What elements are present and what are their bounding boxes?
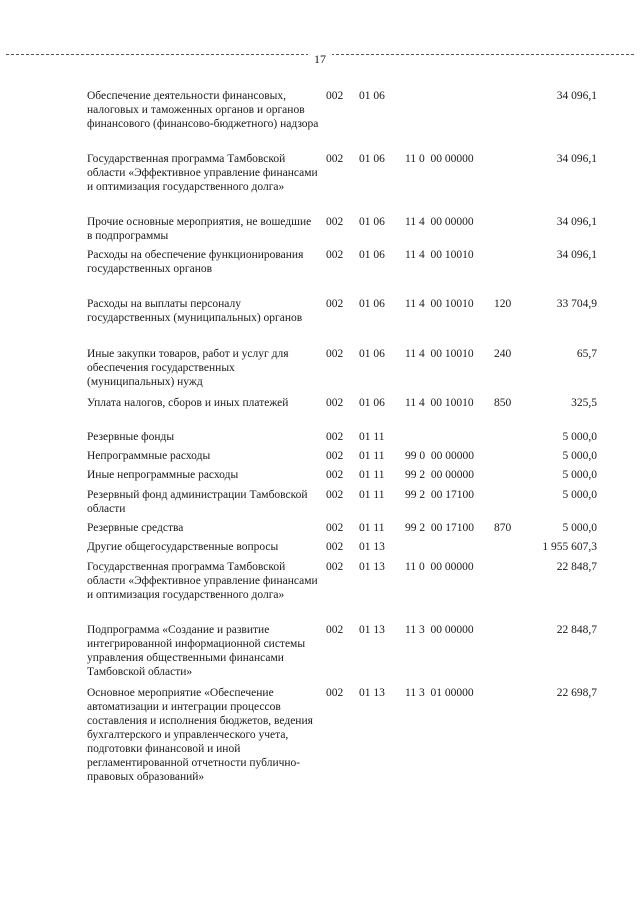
row-amount: 5 000,0: [562, 450, 597, 462]
row-amount: 1 955 607,3: [542, 541, 597, 553]
row-amount: 5 000,0: [562, 431, 597, 443]
row-dept: 002: [326, 298, 344, 310]
row-amount: 34 096,1: [556, 216, 597, 228]
page-number: 17: [0, 52, 640, 66]
row-dept: 002: [326, 153, 344, 165]
row-amount: 5 000,0: [562, 469, 597, 481]
row-csr: 11 3 00 00000: [405, 624, 474, 636]
row-dept: 002: [326, 216, 344, 228]
row-amount: 22 848,7: [556, 561, 597, 573]
row-amount: 34 096,1: [556, 153, 597, 165]
row-section: 01 11: [359, 431, 385, 443]
row-amount: 34 096,1: [556, 249, 597, 261]
row-section: 01 11: [359, 450, 385, 462]
row-csr: 11 4 00 10010: [405, 348, 474, 360]
row-dept: 002: [326, 397, 344, 409]
row-amount: 22 698,7: [556, 687, 597, 699]
row-dept: 002: [326, 348, 344, 360]
row-vr: 850: [494, 397, 512, 409]
row-dept: 002: [326, 249, 344, 261]
row-amount: 325,5: [571, 397, 597, 409]
row-section: 01 06: [359, 216, 385, 228]
row-dept: 002: [326, 469, 344, 481]
row-csr: 11 3 01 00000: [405, 687, 474, 699]
row-dept: 002: [326, 541, 344, 553]
row-vr: 240: [494, 348, 512, 360]
row-csr: 99 0 00 00000: [405, 450, 474, 462]
row-name: Иные непрограммные расходы: [87, 469, 239, 481]
row-csr: 11 4 00 00000: [405, 216, 474, 228]
row-dept: 002: [326, 522, 344, 534]
row-amount: 5 000,0: [562, 522, 597, 534]
row-section: 01 06: [359, 348, 385, 360]
row-section: 01 13: [359, 687, 385, 699]
row-name: Государственная программа Тамбовской области «Эффективное управление финансами и оптимизация государственного долга»: [87, 561, 318, 601]
row-name: Непрограммные расходы: [87, 450, 211, 462]
row-dept: 002: [326, 624, 344, 636]
row-csr: 11 4 00 10010: [405, 249, 474, 261]
row-amount: 33 704,9: [556, 298, 597, 310]
row-name: Государственная программа Тамбовской области «Эффективное управление финансами и оптимизация государственного долга»: [87, 153, 318, 193]
row-section: 01 13: [359, 561, 385, 573]
row-csr: 99 2 00 00000: [405, 469, 474, 481]
row-csr: 11 0 00 00000: [405, 561, 474, 573]
row-name: Резервные фонды: [87, 431, 175, 443]
row-dept: 002: [326, 561, 344, 573]
row-section: 01 13: [359, 541, 385, 553]
row-section: 01 13: [359, 624, 385, 636]
row-dept: 002: [326, 90, 344, 102]
row-section: 01 11: [359, 522, 385, 534]
row-csr: 99 2 00 17100: [405, 489, 474, 501]
row-name: Резервные средства: [87, 522, 184, 534]
row-csr: 11 4 00 10010: [405, 397, 474, 409]
row-amount: 5 000,0: [562, 489, 597, 501]
row-dept: 002: [326, 450, 344, 462]
row-section: 01 11: [359, 469, 385, 481]
row-csr: 11 4 00 10010: [405, 298, 474, 310]
row-name: Расходы на выплаты персоналу государственных (муниципальных) органов: [87, 298, 303, 324]
row-amount: 34 096,1: [556, 90, 597, 102]
row-name: Расходы на обеспечение функционирования государственных органов: [87, 249, 304, 275]
row-section: 01 06: [359, 298, 385, 310]
row-section: 01 06: [359, 153, 385, 165]
row-csr: 11 0 00 00000: [405, 153, 474, 165]
row-vr: 120: [494, 298, 512, 310]
row-name: Прочие основные мероприятия, не вошедшие в подпрограммы: [87, 216, 312, 242]
row-name: Другие общегосударственные вопросы: [87, 541, 279, 553]
row-name: Основное мероприятие «Обеспечение автоматизации и интеграции процессов составления и исполнения бюджетов, ведения бухгалтерского и управленческого учета, подготовки финансовой и иной регламентированной отчетности публично-правовых образований»: [87, 687, 313, 783]
row-dept: 002: [326, 489, 344, 501]
row-name: Иные закупки товаров, работ и услуг для обеспечения государственных (муниципальных) нужд: [87, 348, 289, 388]
row-name: Резервный фонд администрации Тамбовской области: [87, 489, 308, 515]
row-amount: 65,7: [576, 348, 597, 360]
row-section: 01 06: [359, 249, 385, 261]
row-dept: 002: [326, 431, 344, 443]
row-name: Подпрограмма «Создание и развитие интегрированной информационной системы управления общественными финансами Тамбовской области»: [87, 624, 306, 678]
row-section: 01 06: [359, 90, 385, 102]
row-section: 01 11: [359, 489, 385, 501]
row-name: Уплата налогов, сборов и иных платежей: [87, 397, 289, 409]
row-vr: 870: [494, 522, 512, 534]
row-section: 01 06: [359, 397, 385, 409]
row-amount: 22 848,7: [556, 624, 597, 636]
row-csr: 99 2 00 17100: [405, 522, 474, 534]
row-name: Обеспечение деятельности финансовых, налоговых и таможенных органов и органов финансового (финансово-бюджетного) надзора: [87, 90, 319, 130]
row-dept: 002: [326, 687, 344, 699]
